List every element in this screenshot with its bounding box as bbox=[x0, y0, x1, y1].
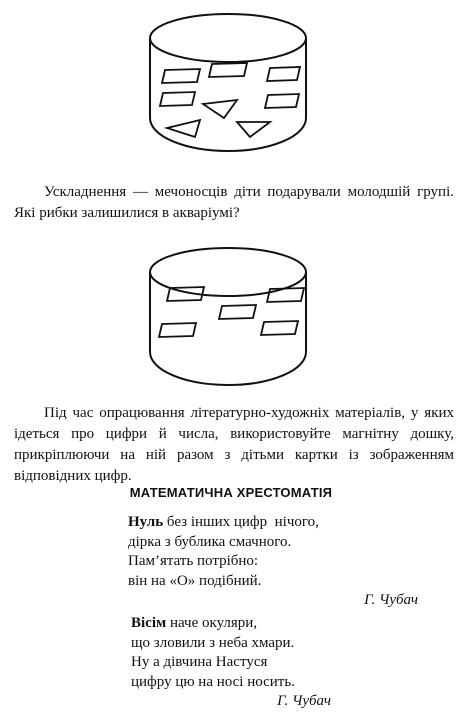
poem-zero bbox=[128, 513, 428, 611]
rectangle-fish bbox=[267, 67, 300, 81]
rectangle-fish bbox=[267, 288, 304, 302]
poem-line: Пам’ятать потрібно: bbox=[128, 553, 259, 569]
anthology-title: МАТЕМАТИЧНА ХРЕСТОМАТІЯ bbox=[129, 485, 333, 500]
complication-paragraph: Ускладнення — мечоносців діти подарували молодшій групі. Які рибки залишилися в акваріумі? bbox=[14, 184, 454, 221]
poem-keyword: Вісім bbox=[131, 615, 167, 631]
aquarium-figure-1 bbox=[0, 0, 462, 165]
poem-author: Г. Чубач bbox=[364, 592, 418, 608]
poem-line: цифру цю на носі носить. bbox=[131, 673, 295, 690]
rectangle-fish bbox=[162, 69, 200, 83]
poem-eight bbox=[131, 614, 431, 712]
poem-first-line: Нуль без інших цифр нічого, bbox=[128, 514, 319, 530]
poem-first-line: Вісім наче окуляри, bbox=[131, 615, 258, 631]
poem-line: він на «О» подібний. bbox=[128, 572, 262, 589]
poem-author: Г. Чубач bbox=[277, 693, 331, 709]
triangle-fish bbox=[237, 122, 270, 137]
poem-keyword: Нуль bbox=[128, 514, 164, 530]
poem-line: Ну а дівчина Настуся bbox=[131, 654, 268, 670]
aquarium-figure-2 bbox=[0, 226, 462, 396]
triangle-fish bbox=[167, 120, 200, 137]
rectangle-fish bbox=[160, 92, 195, 106]
rectangle-fish bbox=[261, 321, 298, 335]
rectangle-fish bbox=[159, 323, 196, 337]
poem-line: дірка з бублика смачного. bbox=[128, 533, 292, 550]
poem-line: що зловили з неба хмари. bbox=[131, 634, 295, 651]
triangle-fish bbox=[203, 100, 237, 118]
rectangle-fish bbox=[265, 94, 299, 108]
rectangle-fish bbox=[209, 63, 247, 77]
literary-paragraph: Під час опрацювання літературно-художніх матеріалів, у яких ідеться про цифри й числа, використовуйте магнітну дошку, прикріплюючи на ній разом з дітьми картки із зображенням відповідних цифр. bbox=[14, 405, 454, 484]
rectangle-fish bbox=[219, 305, 256, 319]
